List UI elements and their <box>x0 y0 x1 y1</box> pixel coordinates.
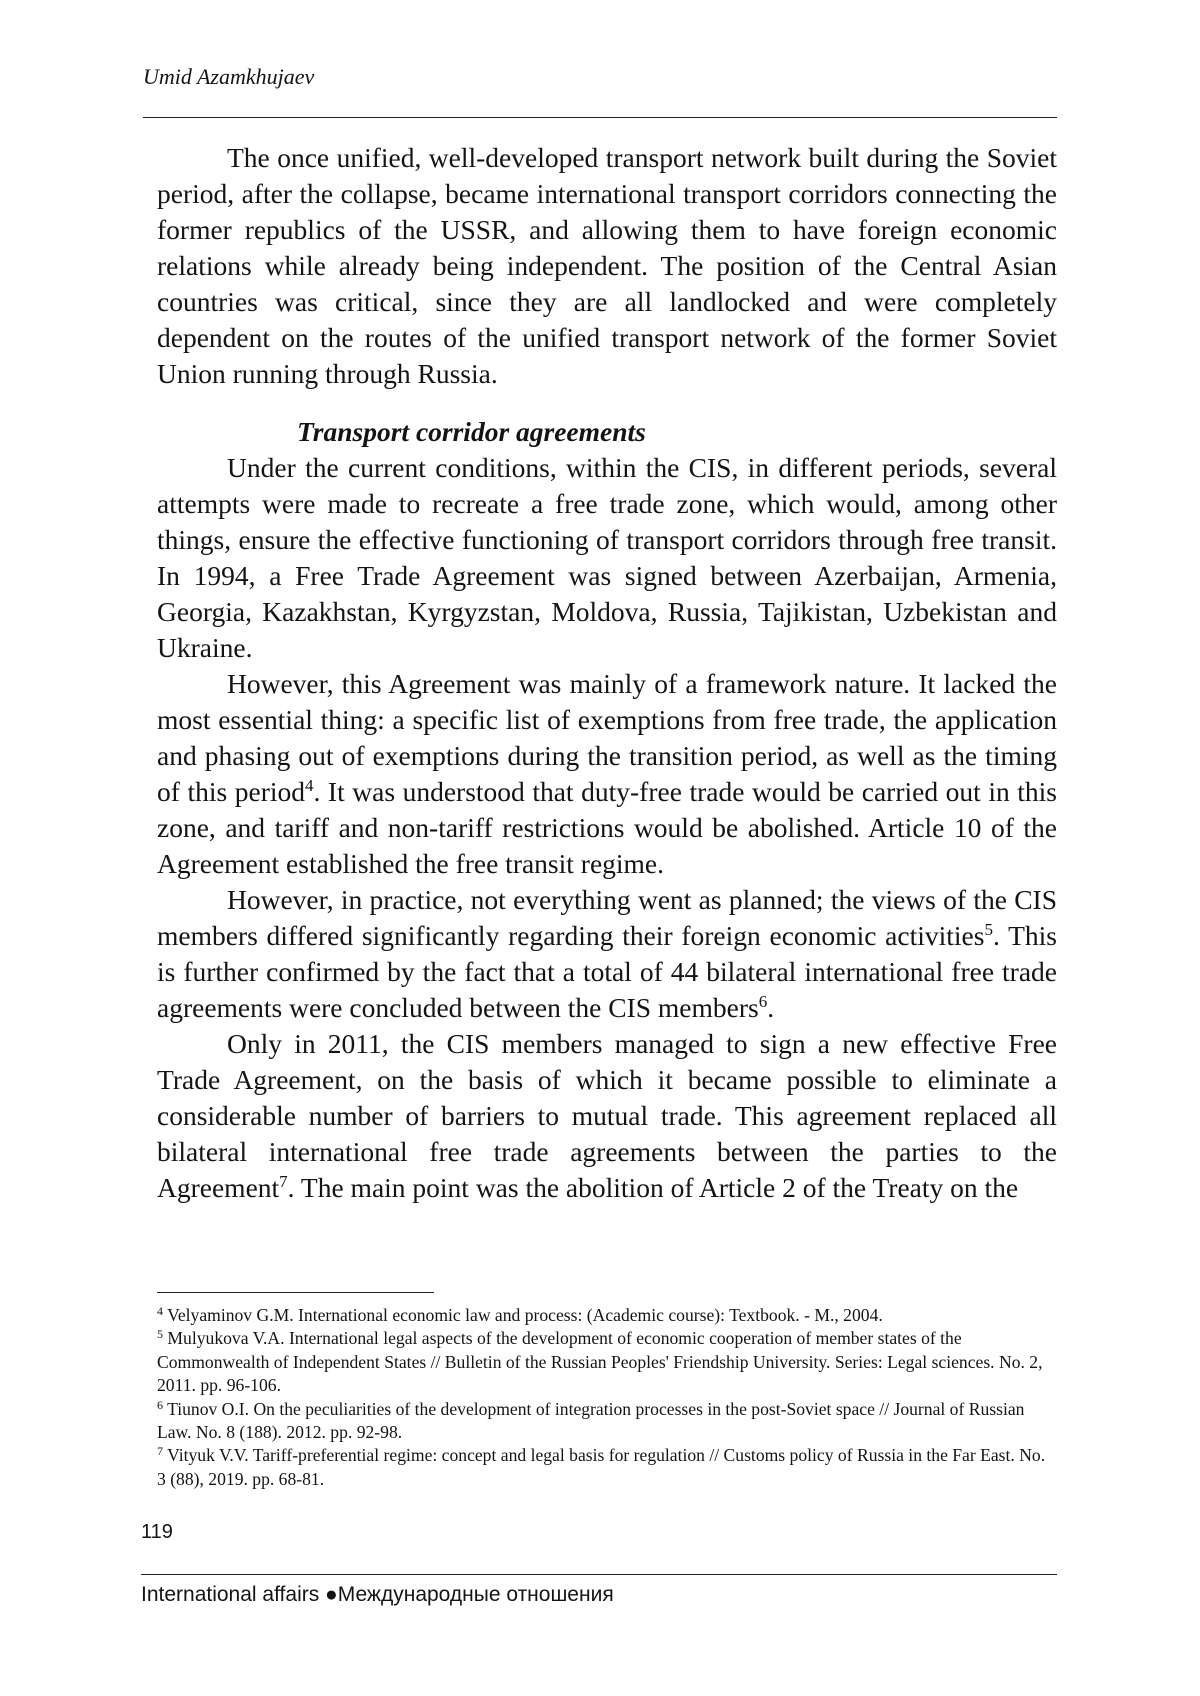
paragraph-4-text-c: . <box>767 992 775 1023</box>
paragraph-5-text-a: Only in 2011, the CIS members managed to sign a new effective Free Trade Agreement, on the basis of which it became possible to eliminate a considerable number of barriers to mutual trade. This agreement replaced all bilateral international free trade agreements between the parties to the Agreement <box>157 1028 1057 1203</box>
footnote-4 <box>157 1304 1057 1327</box>
header-divider <box>143 117 1057 118</box>
footnote-ref-6[interactable]: 6 <box>758 992 768 1011</box>
footer-divider <box>141 1574 1057 1575</box>
footnote-6-text: Tiunov O.I. On the peculiarities of the development of integration processes in the post-Soviet space // Journal of Russian Law. No. 8 (188). 2012. pp. 92-98. <box>157 1398 1025 1443</box>
footnote-7 <box>157 1444 1057 1491</box>
footnote-ref-7[interactable]: 7 <box>279 1172 288 1191</box>
footnote-4-text: Velyaminov G.M. International economic law and process: (Academic course): Textbook. - M., 2004. <box>163 1305 883 1325</box>
paragraph-5 <box>157 1026 1057 1206</box>
section-heading: Transport corridor agreements <box>297 416 646 447</box>
paragraph-4-text-a: However, in practice, not everything went as planned; the views of the CIS members differed significantly regarding their foreign economic activities <box>157 884 1057 951</box>
footnote-6-number: 6 <box>157 1397 163 1412</box>
footnote-4-number: 4 <box>157 1304 163 1318</box>
footnote-5-text: Mulyukova V.A. International legal aspects of the development of economic cooperation of member states of the Commonwealth of Independent States // Bulletin of the Russian Peoples' Friendship University. Series: Legal sciences. No. 2, 2011. pp. 96-106. <box>157 1328 1043 1396</box>
footnote-5 <box>157 1327 1057 1397</box>
footnote-ref-5[interactable]: 5 <box>984 920 993 939</box>
footnotes <box>157 1304 1057 1491</box>
paragraph-4 <box>157 882 1057 1026</box>
paragraph-3 <box>157 666 1057 882</box>
footnote-7-text: Vityuk V.V. Tariff-preferential regime: concept and legal basis for regulation // Customs policy of Russia in the Far East. No. 3 (88), 2019. pp. 68-81. <box>157 1445 1046 1489</box>
paragraph-3-text-b: . It was understood that duty-free trade would be carried out in this zone, and tariff and non-tariff restrictions would be abolished. Article 10 of the Agreement established the free transit regime. <box>157 776 1057 879</box>
paragraph-2: Under the current conditions, within the CIS, in different periods, several attempts were made to recreate a free trade zone, which would, among other things, ensure the effective functioning of transport corridors through free transit. In 1994, a Free Trade Agreement was signed between Azerbaijan, Armenia, Georgia, Kazakhstan, Kyrgyzstan, Moldova, Russia, Tajikistan, Uzbekistan and Ukraine. <box>157 452 1057 663</box>
paragraph-5-text-b: . The main point was the abolition of Article 2 of the Treaty on the <box>287 1172 1019 1203</box>
footnote-5-number: 5 <box>157 1327 163 1342</box>
paragraph-4-text-b: . This is further confirmed by the fact that a total of 44 bilateral international free trade agreements were concluded between the CIS members <box>157 920 1057 1023</box>
main-text <box>157 140 1057 1206</box>
paragraph-1: The once unified, well-developed transport network built during the Soviet period, after the collapse, became international transport corridors connecting the former republics of the USSR, and allowing them to have foreign economic relations while already being independent. The position of the Central Asian countries was critical, since they are all landlocked and were completely dependent on the routes of the unified transport network of the former Soviet Union running through Russia. <box>157 142 1057 389</box>
paragraph-3-text-a: However, this Agreement was mainly of a framework nature. It lacked the most essential thing: a specific list of exemptions from free trade, the application and phasing out of exemptions during the transition period, as well as the timing of this period <box>157 668 1057 807</box>
footnote-ref-4[interactable]: 4 <box>305 776 314 795</box>
footnote-7-number: 7 <box>157 1444 163 1459</box>
footnote-divider <box>157 1292 434 1293</box>
journal-name: International affairs ●Международные отношения <box>141 1583 614 1606</box>
footnote-6 <box>157 1398 1057 1445</box>
running-head-author: Umid Azamkhujaev <box>143 64 315 89</box>
page-number: 119 <box>141 1521 173 1543</box>
